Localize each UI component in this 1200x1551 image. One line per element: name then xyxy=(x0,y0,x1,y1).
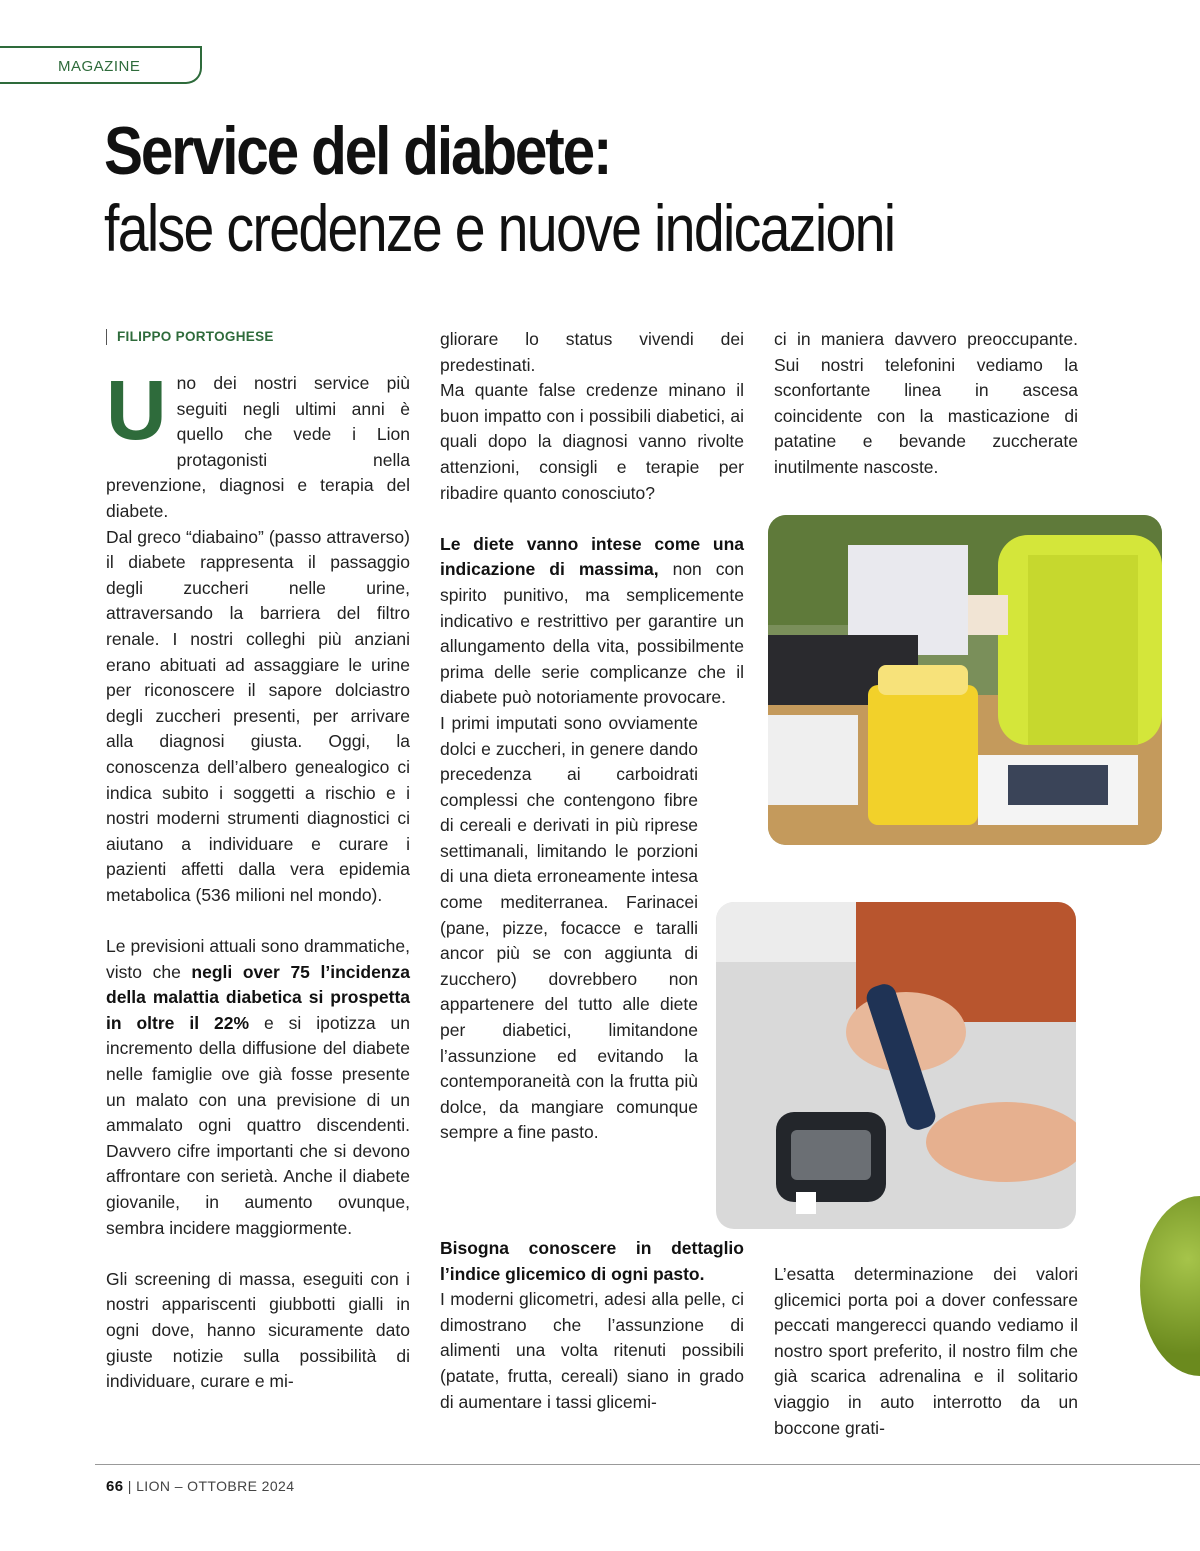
bold-highlight: Le diete vanno intese come una indicazione di massima, xyxy=(440,533,744,580)
paragraph: I moderni glicometri, adesi alla pelle, ci dimostrano che l’assunzione di alimenti una volta ritenuti possibili (patate, frutta, cereali) siano in grado di aumentare i tassi glicemi- xyxy=(440,1289,744,1412)
paragraph-text: e si ipotizza un incremento della diffusione del diabete nelle famiglie ove già fosse presente un malato con una previsione di un ammalato ogni quattro discendenti. Davvero cifre importanti che si devono affrontare con serietà. Anche il diabete giovanile, in aumento ovunque, sembra incidere maggiormente. xyxy=(106,1012,411,1238)
photo-screening-volunteers xyxy=(768,515,1162,845)
paragraph xyxy=(106,363,410,525)
paragraph-text: I primi imputati sono ovviamente dolci e zuccheri, in genere dando precedenza ai carboidrati complessi che contengono fibre di cereali e derivati in più riprese settimanali, limitando le porzioni di una dieta erroneamente intesa come mediterranea. Farinacei (pane, pizze, focacce e taralli ancor più se con aggiunta di zucchero) dovrebbero non appartenere del tutto alle diete per diabetici, limitandone l’assunzione ed evitando la contemporaneità con la frutta più dolce, da mangiare comunque sempre a fine pasto. xyxy=(440,712,698,1143)
screening-illustration xyxy=(768,515,1162,845)
glucometer-illustration xyxy=(716,902,1076,1229)
column-1 xyxy=(106,327,410,1395)
paragraph xyxy=(440,711,744,1146)
footer-divider xyxy=(95,1464,1200,1465)
paragraph-text: non con spirito punitivo, ma semplicemente indicativo e restrittivo per garantire un allungamento della vita, possibilmente prima delle serie complicanze che il diabete può notoriamente provocare. xyxy=(440,559,744,708)
section-label: MAGAZINE xyxy=(58,58,141,75)
paragraph xyxy=(106,934,410,1241)
decorative-fruit-image xyxy=(1140,1196,1200,1376)
column-3 xyxy=(774,327,1078,481)
page-footer xyxy=(106,1478,294,1495)
author-divider xyxy=(106,329,107,345)
author-name: FILIPPO PORTOGHESE xyxy=(117,329,274,344)
article-subtitle: false credenze e nuove indicazioni xyxy=(104,191,895,265)
paragraph-text: no dei nostri service più seguiti negli ultimi anni è quello che vede i Lion protagonisti nella prevenzione, diagnosi e terapia del diabete. xyxy=(106,373,410,521)
paragraph: gliorare lo status vivendi dei predestinati. xyxy=(440,329,744,375)
photo-glucometer xyxy=(716,902,1076,1229)
paragraph: Ma quante false credenze minano il buon impatto con i possibili diabetici, ai quali dopo la diagnosi vanno rivolte attenzioni, consigli e terapie per ribadire quanto conosciuto? xyxy=(440,380,744,503)
section-tab xyxy=(0,46,202,84)
paragraph: L’esatta determinazione dei valori glicemici porta poi a dover confessare peccati mangerecci quando vediamo il nostro sport preferito, il nostro film che già scarica adrenalina e il solitario viaggio in auto interrotto da un boccone grati- xyxy=(774,1264,1078,1438)
column-3-lower xyxy=(774,1262,1078,1441)
paragraph: Gli screening di massa, eseguiti con i nostri appariscenti giubbotti gialli in ogni dove, hanno sicuramente dato giuste notizie sulla possibilità di individuare, curare e mi- xyxy=(106,1268,410,1392)
author-line xyxy=(106,327,410,347)
column-2-lower xyxy=(440,1236,744,1415)
drop-cap: U xyxy=(106,363,167,457)
paragraph xyxy=(440,532,744,711)
page-number: 66 xyxy=(106,1478,124,1495)
column-2 xyxy=(440,327,744,1233)
paragraph: Dal greco “diabaino” (passo attraverso) il diabete rappresenta il passaggio degli zuccheri nelle urine, attraversando la barriera del filtro renale. I nostri colleghi più anziani erano abituati ad assaggiare le urine per riconoscere il sapore dolciastro degli zuccheri presenti, per arrivare alla diagnosi giusta. Oggi, la conoscenza dell’albero genealogico ci indica subito i soggetti a rischio e i nostri moderni strumenti diagnostici ci aiutano a individuare e curare i pazienti affetti dalla vera epidemia metabolica (536 milioni nel mondo). xyxy=(106,526,410,905)
paragraph: ci in maniera davvero preoccupante. Sui nostri telefonini vediamo la sconfortante linea in ascesa coincidente con la masticazione di patatine e bevande zuccherate inutilmente nascoste. xyxy=(774,329,1078,477)
footer-separator: | xyxy=(127,1478,137,1494)
article-title: Service del diabete: xyxy=(104,113,611,189)
paragraph-text: Le previsioni attuali sono drammatiche, visto che xyxy=(106,936,410,982)
issue-label: LION – OTTOBRE 2024 xyxy=(136,1478,295,1494)
bold-highlight: negli over 75 l’incidenza della malattia diabetica si prospetta in oltre il 22% xyxy=(106,961,410,1033)
subheading: Bisogna conoscere in dettaglio l’indice glicemico di ogni pasto. xyxy=(440,1238,744,1284)
